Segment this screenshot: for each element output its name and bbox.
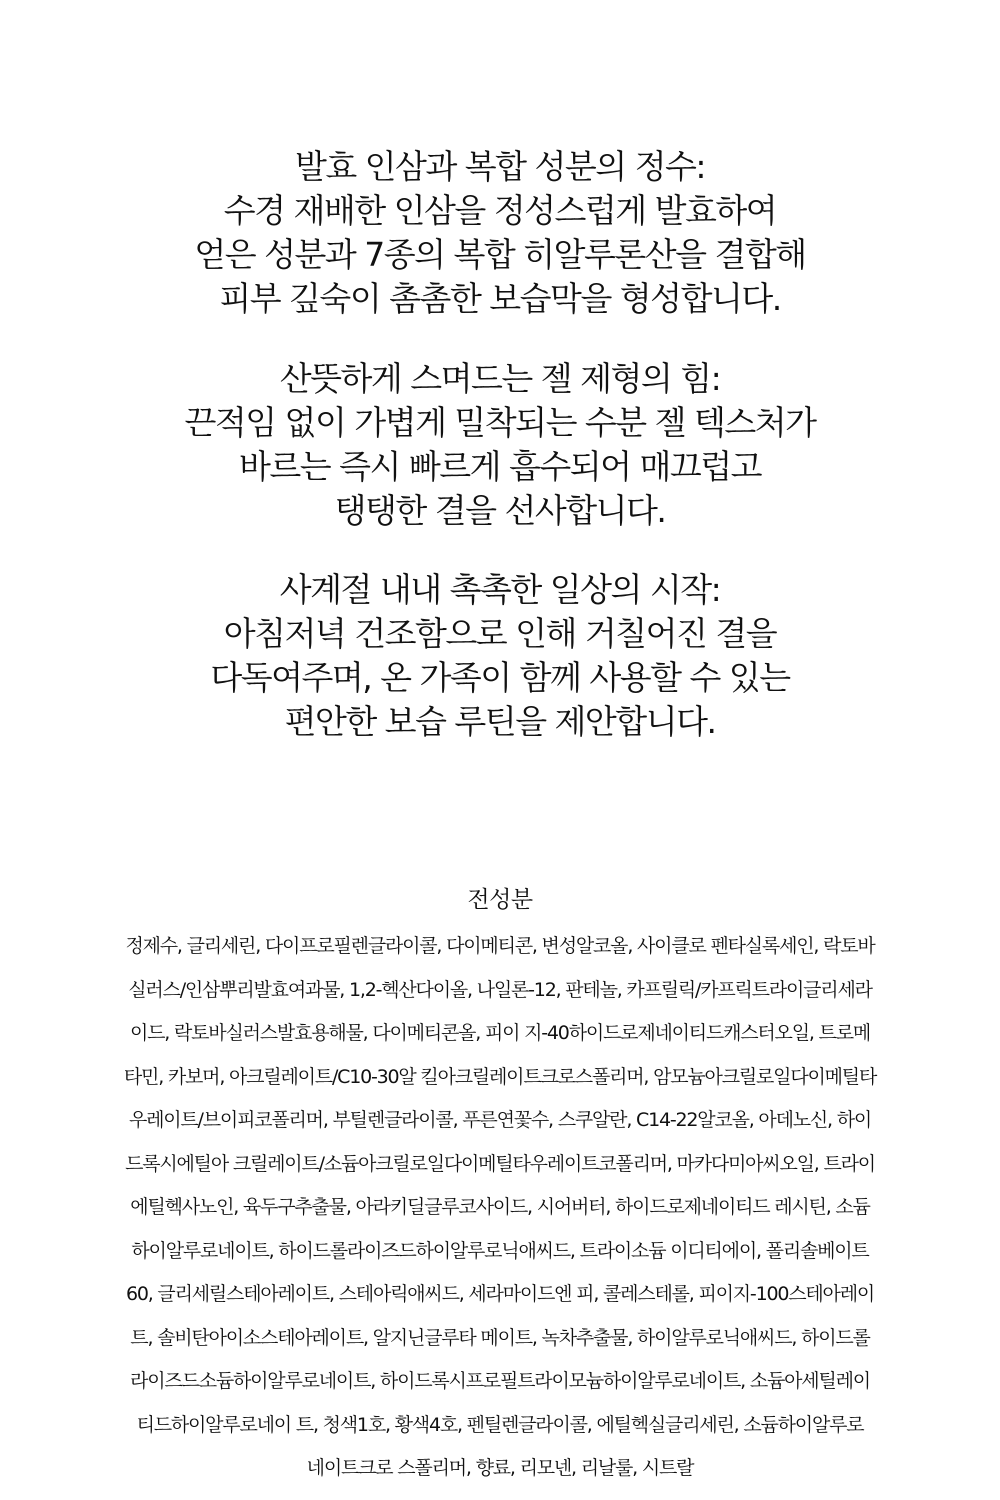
feature-section-gel-texture <box>0 357 1000 533</box>
ingredients-line: 정제수, 글리세린, 다이프로필렌글라이콜, 다이메티콘, 변성알코올, 사이클로 펜타실록세인, 락토바 <box>125 935 875 957</box>
feature-section-daily-routine <box>0 568 1000 744</box>
ingredients-line: 하이알루로네이트, 하이드롤라이즈드하이알루로닉애씨드, 트라이소듐 이디티에이, 폴리솔베이트 <box>131 1239 869 1262</box>
feature-text-line: 아침저녁 건조함으로 인해 거칠어진 결을 <box>223 614 777 653</box>
feature-text-line: 탱탱한 결을 선사합니다. <box>334 491 666 530</box>
feature-text-line: 바르는 즉시 빠르게 흡수되어 매끄럽고 <box>238 447 761 486</box>
feature-heading: 발효 인삼과 복합 성분의 정수: <box>294 147 706 186</box>
ingredients-line: 60, 글리세릴스테아레이트, 스테아릭애씨드, 세라마이드엔 피, 콜레스테롤, 피이지-100스테아레이 <box>125 1283 875 1305</box>
feature-text-line: 얻은 성분과 7종의 복합 히알루론산을 결합해 <box>194 235 806 274</box>
ingredients-line: 에틸헥사노인, 육두구추출물, 아라키딜글루코사이드, 시어버터, 하이드로제네이티드 레시틴, 소듐 <box>130 1196 870 1218</box>
feature-text-line: 피부 깊숙이 촘촘한 보습막을 형성합니다. <box>219 279 781 318</box>
ingredients-line: 실러스/인삼뿌리발효여과물, 1,2-헥산다이올, 나일론-12, 판테놀, 카프릴릭/카프릭트라이글리세라 <box>128 978 872 1001</box>
feature-heading: 산뜻하게 스며드는 젤 제형의 힘: <box>279 359 721 398</box>
feature-text-line: 끈적임 없이 가볍게 밀착되는 수분 젤 텍스처가 <box>184 403 816 442</box>
ingredients-line: 타민, 카보머, 아크릴레이트/C10-30알 킬아크릴레이트크로스폴리머, 암모늄아크릴로일다이메틸타 <box>123 1065 877 1088</box>
feature-section-fermented-ginseng <box>0 145 1000 321</box>
feature-heading: 사계절 내내 촉촉한 일상의 시작: <box>279 570 721 609</box>
ingredients-line: 트, 솔비탄아이소스테아레이트, 알지닌글루타 메이트, 녹차추출물, 하이알루로닉애씨드, 하이드롤 <box>130 1326 870 1349</box>
ingredients-line: 티드하이알루로네이 트, 청색1호, 황색4호, 펜틸렌글라이콜, 에틸헥실글리세린, 소듐하이알루로 <box>136 1413 864 1436</box>
ingredients-line: 드록시에틸아 크릴레이트/소듐아크릴로일다이메틸타우레이트코폴리머, 마카다미아씨오일, 트라이 <box>125 1152 875 1175</box>
feature-text-line: 편안한 보습 루틴을 제안합니다. <box>284 702 716 741</box>
ingredients-list <box>50 925 950 1491</box>
ingredients-line: 라이즈드소듐하이알루로네이트, 하이드록시프로필트라이모늄하이알루로네이트, 소듐아세틸레이 <box>130 1370 870 1392</box>
ingredients-section <box>50 880 950 1491</box>
feature-text-line: 다독여주며, 온 가족이 함께 사용할 수 있는 <box>210 658 790 697</box>
feature-text-line: 수경 재배한 인삼을 정성스럽게 발효하여 <box>223 191 777 230</box>
ingredients-line: 네이트크로 스폴리머, 향료, 리모넨, 리날룰, 시트랄 <box>306 1457 694 1479</box>
ingredients-line: 우레이트/브이피코폴리머, 부틸렌글라이콜, 푸른연꽃수, 스쿠알란, C14-22알코올, 아데노신, 하이 <box>128 1109 872 1131</box>
ingredients-title: 전성분 <box>467 887 533 913</box>
ingredients-line: 이드, 락토바실러스발효용해물, 다이메티콘올, 피이 지-40하이드로제네이티드캐스터오일, 트로메 <box>130 1022 870 1044</box>
